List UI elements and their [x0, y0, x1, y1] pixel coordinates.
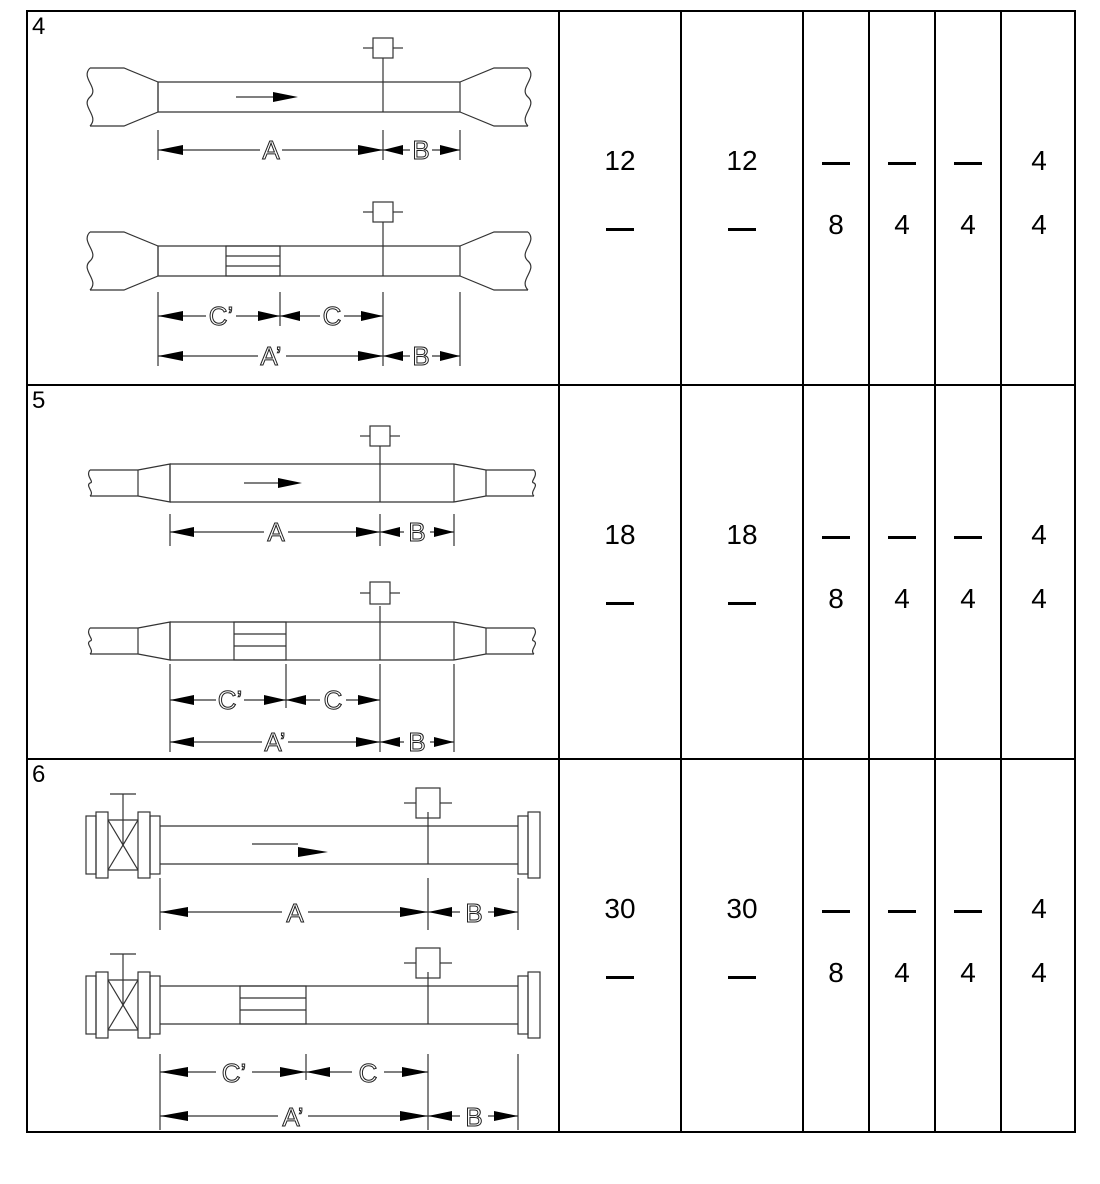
dash-mark	[954, 536, 982, 539]
table-row	[28, 386, 1074, 760]
table-row	[28, 760, 1074, 1134]
row-number: 4	[32, 13, 46, 40]
dimension-label: B	[465, 1102, 483, 1132]
row-value: 30	[726, 893, 758, 924]
row-number: 5	[32, 387, 46, 414]
row-value: 18	[604, 519, 636, 550]
table-row	[28, 12, 1074, 386]
dash-mark	[728, 602, 756, 605]
row-value: 4	[960, 583, 976, 614]
row-value: 8	[828, 957, 844, 988]
row-value: 30	[604, 893, 636, 924]
dimension-label: B	[412, 135, 430, 165]
pipe-diagram-valve	[28, 760, 558, 1132]
dash-mark	[888, 536, 916, 539]
row-value: 4	[1031, 209, 1047, 240]
pipe-diagram-reducer-large	[28, 12, 558, 384]
dimension-label: A’	[260, 341, 282, 371]
row-value: 18	[726, 519, 758, 550]
dash-mark	[822, 536, 850, 539]
dimension-label: C’	[217, 685, 243, 715]
dash-mark	[888, 910, 916, 913]
dash-mark	[606, 228, 634, 231]
row-value: 8	[828, 209, 844, 240]
row-value: 12	[604, 145, 636, 176]
row-number: 6	[32, 761, 46, 788]
row-value: 4	[960, 209, 976, 240]
dimension-label: B	[408, 517, 426, 547]
dash-mark	[822, 910, 850, 913]
row-value: 12	[726, 145, 758, 176]
pipe-diagram-reducer-small	[28, 386, 558, 758]
dash-mark	[954, 162, 982, 165]
dash-mark	[728, 228, 756, 231]
dimension-label: A	[286, 898, 304, 928]
dash-mark	[728, 976, 756, 979]
dimension-label: C’	[221, 1058, 247, 1088]
row-value: 4	[960, 957, 976, 988]
dimension-label: A	[262, 135, 280, 165]
dimension-label: C	[322, 301, 342, 331]
row-value: 4	[1031, 145, 1047, 176]
row-value: 4	[1031, 957, 1047, 988]
dimension-label: A	[267, 517, 285, 547]
dimension-label: C	[358, 1058, 378, 1088]
dimension-label: B	[465, 898, 483, 928]
dimension-label: A’	[264, 727, 286, 757]
dash-mark	[954, 910, 982, 913]
dash-mark	[822, 162, 850, 165]
dash-mark	[606, 602, 634, 605]
row-value: 8	[828, 583, 844, 614]
dimension-label: C	[323, 685, 343, 715]
dimension-label: B	[408, 727, 426, 757]
row-value: 4	[894, 583, 910, 614]
row-value: 4	[894, 209, 910, 240]
installation-table	[26, 10, 1076, 1133]
dimension-label: C’	[208, 301, 234, 331]
row-value: 4	[1031, 893, 1047, 924]
row-value: 4	[1031, 519, 1047, 550]
dimension-label: B	[412, 341, 430, 371]
row-value: 4	[1031, 583, 1047, 614]
dash-mark	[888, 162, 916, 165]
row-value: 4	[894, 957, 910, 988]
dash-mark	[606, 976, 634, 979]
dimension-label: A’	[282, 1102, 304, 1132]
